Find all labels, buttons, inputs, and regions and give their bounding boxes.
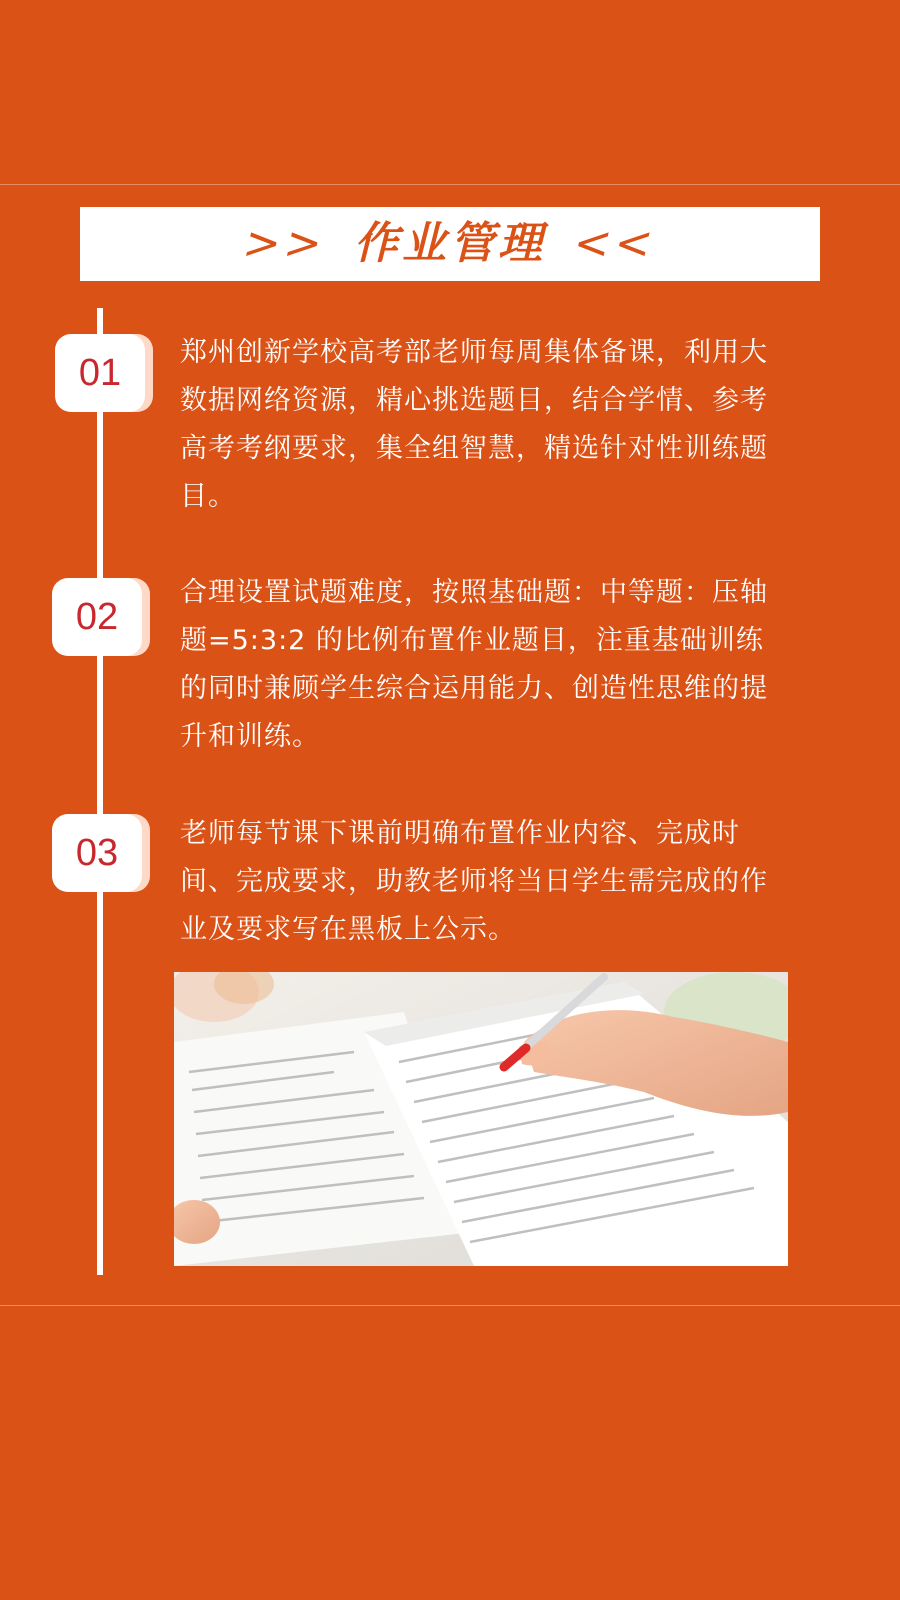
step-item-01 [180,329,790,521]
timeline-line [97,308,103,1275]
homework-photo [174,972,788,1266]
step-number: 01 [55,334,145,412]
page-title: 作业管理 [354,218,546,269]
step-text: 老师每节课下课前明确布置作业内容、完成时间、完成要求，助教老师将当日学生需完成的作业及要求写在黑板上公示。 [180,818,768,945]
top-divider [0,184,900,185]
step-badge-03 [52,814,142,892]
step-item-02 [180,569,790,761]
homework-illustration [174,972,788,1266]
step-item-03 [180,810,790,954]
step-text: 郑州创新学校高考部老师每周集体备课，利用大数据网络资源，精心挑选题目，结合学情、参考高考考纲要求，集全组智慧，精选针对性训练题目。 [180,337,768,512]
bottom-divider [0,1305,900,1306]
step-number: 02 [52,578,142,656]
left-chevrons: >> [238,218,332,269]
step-number: 03 [52,814,142,892]
step-badge-01 [55,334,145,412]
right-chevrons: << [568,218,662,269]
step-text: 合理设置试题难度，按照基础题：中等题：压轴题=5:3:2 的比例布置作业题目，注重基础训练的同时兼顾学生综合运用能力、创造性思维的提升和训练。 [180,577,768,752]
section-title-bar [80,207,820,281]
step-badge-02 [52,578,142,656]
